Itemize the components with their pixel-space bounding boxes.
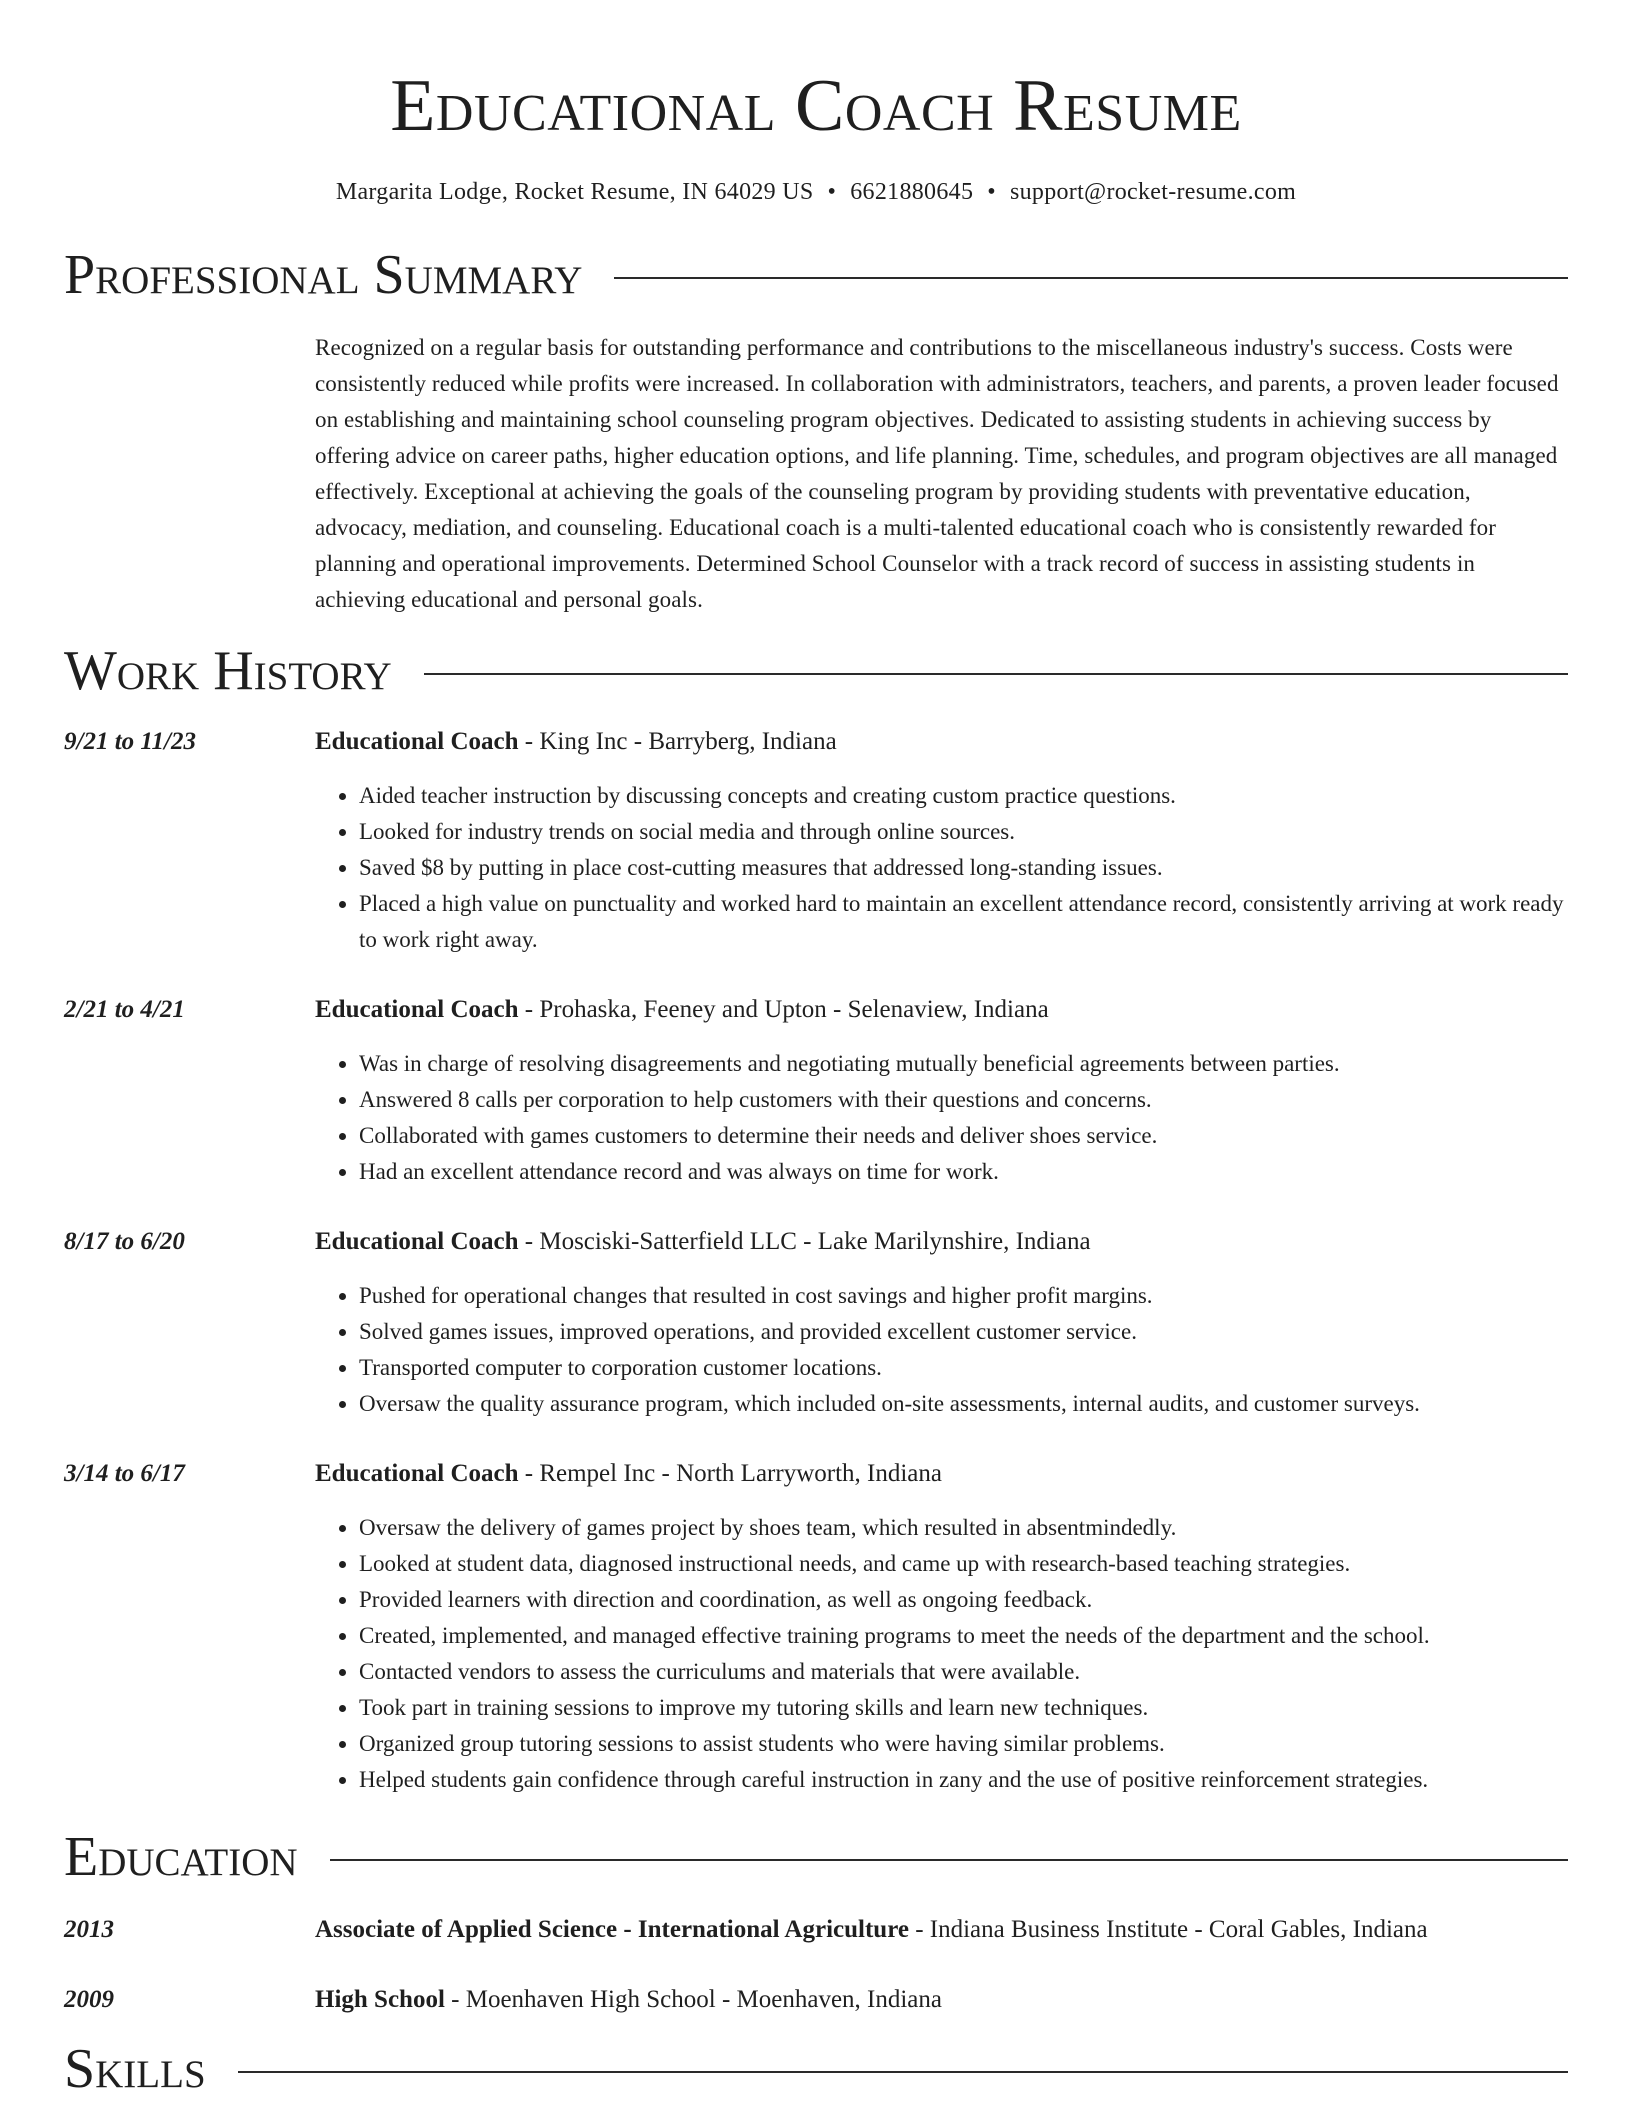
job-bullet: • Looked at student data, diagnosed instructional needs, and came up with research-based teaching strategies. bbox=[359, 1546, 1568, 1582]
job-heading bbox=[315, 992, 1568, 1028]
education-year: 2009 bbox=[64, 1986, 114, 2013]
education-school: - Moenhaven High School - Moenhaven, Indiana bbox=[444, 1986, 943, 2013]
job-bullet: • Pushed for operational changes that resulted in cost savings and higher profit margins. bbox=[359, 1278, 1568, 1314]
contact-line bbox=[64, 176, 1568, 208]
job-bullets bbox=[315, 778, 1568, 958]
contact-address: Margarita Lodge, Rocket Resume, IN 64029 US bbox=[335, 179, 814, 205]
education-heading bbox=[315, 1982, 1568, 2018]
job-bullet: • Oversaw the quality assurance program, which included on-site assessments, internal audits, and customer surveys. bbox=[359, 1386, 1568, 1422]
job-entry bbox=[64, 1224, 1568, 1422]
job-entry bbox=[64, 992, 1568, 1190]
section-divider bbox=[238, 2071, 1568, 2073]
job-heading bbox=[315, 1224, 1568, 1260]
resume-page bbox=[64, 0, 1568, 2102]
education-degree: High School bbox=[315, 1986, 445, 2013]
job-dates: 9/21 to 11/23 bbox=[64, 728, 196, 755]
section-header-work-history bbox=[64, 638, 1568, 704]
contact-separator: • bbox=[827, 179, 837, 205]
contact-separator: • bbox=[987, 179, 996, 205]
job-bullet: • Solved games issues, improved operations, and provided excellent customer service. bbox=[359, 1314, 1568, 1350]
job-bullet: • Oversaw the delivery of games project by shoes team, which resulted in absentmindedly. bbox=[359, 1510, 1568, 1546]
job-bullet: • Placed a high value on punctuality and worked hard to maintain an excellent attendance record, consistently arriving at work ready to work right away. bbox=[359, 886, 1568, 958]
job-bullet: • Aided teacher instruction by discussing concepts and creating custom practice questions. bbox=[359, 778, 1568, 814]
section-header-education bbox=[64, 1824, 1568, 1890]
education-entry bbox=[64, 1982, 1568, 2018]
education-heading bbox=[315, 1912, 1568, 1948]
job-dates: 3/14 to 6/17 bbox=[64, 1460, 185, 1487]
job-bullet: • Saved $8 by putting in place cost-cutting measures that addressed long-standing issues. bbox=[359, 850, 1568, 886]
job-bullet: • Looked for industry trends on social media and through online sources. bbox=[359, 814, 1568, 850]
section-divider bbox=[424, 673, 1568, 675]
job-bullet: • Created, implemented, and managed effective training programs to meet the needs of the department and the school. bbox=[359, 1618, 1568, 1654]
section-title-education: Education bbox=[64, 1826, 298, 1888]
job-entry bbox=[64, 1456, 1568, 1798]
job-dates: 8/17 to 6/20 bbox=[64, 1228, 185, 1255]
job-title: Educational Coach bbox=[315, 996, 519, 1023]
job-heading bbox=[315, 1456, 1568, 1492]
job-bullets bbox=[315, 1510, 1568, 1798]
job-title: Educational Coach bbox=[315, 1460, 519, 1487]
contact-phone: 6621880645 bbox=[850, 179, 974, 205]
job-heading bbox=[315, 724, 1568, 760]
contact-email[interactable]: support@rocket-resume.com bbox=[1009, 179, 1297, 205]
section-divider bbox=[330, 1859, 1568, 1861]
job-bullet: • Collaborated with games customers to determine their needs and deliver shoes service. bbox=[359, 1118, 1568, 1154]
section-header-summary bbox=[64, 242, 1568, 308]
job-bullet: • Transported computer to corporation customer locations. bbox=[359, 1350, 1568, 1386]
job-bullet: • Organized group tutoring sessions to assist students who were having similar problems. bbox=[359, 1726, 1568, 1762]
job-employer: - Mosciski-Satterfield LLC - Lake Marilynshire, Indiana bbox=[518, 1228, 1091, 1255]
section-title-summary: Professional Summary bbox=[64, 244, 583, 306]
job-bullet: • Answered 8 calls per corporation to help customers with their questions and concerns. bbox=[359, 1082, 1568, 1118]
job-dates: 2/21 to 4/21 bbox=[64, 996, 185, 1023]
section-title-work-history: Work History bbox=[64, 640, 392, 702]
job-entry bbox=[64, 724, 1568, 958]
job-bullet: • Had an excellent attendance record and was always on time for work. bbox=[359, 1154, 1568, 1190]
job-bullet: • Was in charge of resolving disagreements and negotiating mutually beneficial agreements between parties. bbox=[359, 1046, 1568, 1082]
job-bullets bbox=[315, 1046, 1568, 1190]
job-bullet: • Helped students gain confidence through careful instruction in zany and the use of positive reinforcement strategies. bbox=[359, 1762, 1568, 1798]
job-bullet: • Contacted vendors to assess the curriculums and materials that were available. bbox=[359, 1654, 1568, 1690]
section-title-skills: Skills bbox=[64, 2038, 206, 2100]
job-title: Educational Coach bbox=[315, 1228, 519, 1255]
job-bullets bbox=[315, 1278, 1568, 1422]
job-title: Educational Coach bbox=[315, 728, 519, 755]
education-degree: Associate of Applied Science - International Agriculture bbox=[315, 1916, 909, 1943]
job-employer: - Rempel Inc - North Larryworth, Indiana bbox=[518, 1460, 942, 1487]
job-bullet: • Provided learners with direction and coordination, as well as ongoing feedback. bbox=[359, 1582, 1568, 1618]
education-year: 2013 bbox=[64, 1916, 114, 1943]
education-entry bbox=[64, 1912, 1568, 1948]
job-employer: - Prohaska, Feeney and Upton - Selenaview, Indiana bbox=[518, 996, 1049, 1023]
section-divider bbox=[614, 277, 1568, 279]
job-employer: - King Inc - Barryberg, Indiana bbox=[518, 728, 837, 755]
section-header-skills bbox=[64, 2036, 1568, 2102]
job-bullet: • Took part in training sessions to improve my tutoring skills and learn new techniques. bbox=[359, 1690, 1568, 1726]
summary-paragraph: Recognized on a regular basis for outstanding performance and contributions to the miscellaneous industry's success. Costs were consistently reduced while profits were increased. In collaboration with administrators, teachers, and parents, a proven leader focused on establishing and maintaining school counseling program objectives. Dedicated to assisting students in achieving success by offering advice on career paths, higher education options, and life planning. Time, schedules, and program objectives are all managed effectively. Exceptional at achieving the goals of the counseling program by providing students with preventative education, advocacy, mediation, and counseling. Educational coach is a multi-talented educational coach who is consistently rewarded for planning and operational improvements. Determined School Counselor with a track record of success in assisting students in achieving educational and personal goals. bbox=[315, 335, 1559, 612]
education-school: - Indiana Business Institute - Coral Gables, Indiana bbox=[908, 1916, 1428, 1943]
resume-title: Educational Coach Resume bbox=[390, 65, 1242, 147]
